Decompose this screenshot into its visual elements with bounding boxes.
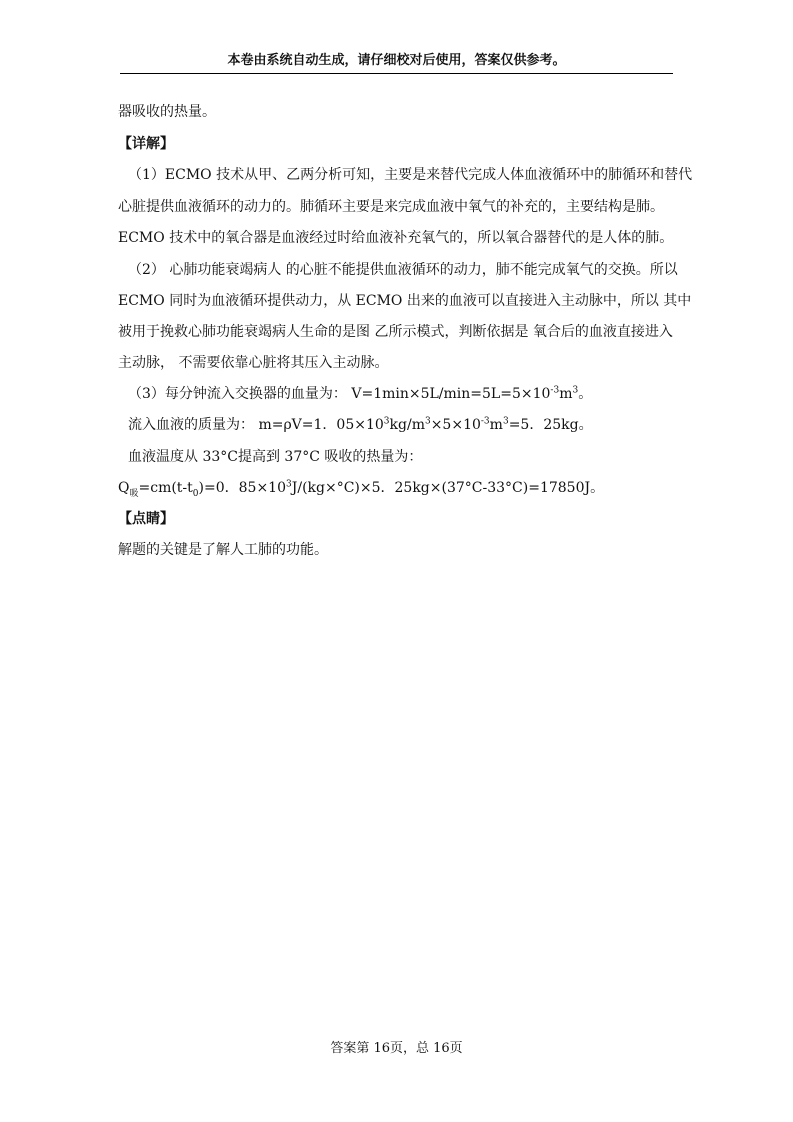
page-footer: 答案第 16页，总 16页 — [330, 1041, 463, 1056]
formula-line-mass — [128, 415, 593, 435]
exponent: -3 — [550, 385, 560, 396]
formula-text: Q — [118, 480, 130, 496]
exponent: 3 — [286, 479, 292, 490]
formula-text: ×5×10 — [430, 417, 481, 433]
text-line: （1）ECMO 技术从甲、乙两分析可知，主要是来替代完成人体血液循环中的肺循环和替代 — [128, 167, 693, 183]
text-line: 血液温度从 33°C提高到 37°C 吸收的热量为： — [128, 449, 423, 465]
page-header: 本卷由系统自动生成，请仔细校对后使用，答案仅供参考。 — [227, 53, 566, 68]
formula-text: m — [489, 417, 503, 433]
text-line: 心脏提供血液循环的动力的。肺循环主要是来完成血液中氧气的补充的，主要结构是肺。 — [118, 199, 664, 215]
formula-text: kg/m — [389, 417, 425, 433]
exponent: 3 — [572, 385, 579, 396]
formula-text: 流入血液的质量为： m=ρV=1．05×10 — [128, 417, 384, 433]
formula-text: )=0．85×10 — [198, 480, 286, 496]
header-rule — [120, 73, 673, 74]
text-line: 被用于挽救心肺功能衰竭病人生命的是图 乙所示模式，判断依据是 氧合后的血液直接进入 — [118, 324, 673, 340]
exponent: 3 — [424, 416, 431, 427]
comment-heading: 【点睛】 — [118, 511, 174, 527]
subscript: 0 — [192, 488, 199, 499]
formula-text: 。 — [578, 386, 593, 402]
text-line: ECMO 技术中的氧合器是血液经过时给血液补充氧气的，所以氧合器替代的是人体的肺。 — [118, 230, 674, 246]
formula-text: （3）每分钟流入交换器的血量为： V=1min×5L/min=5L=5×10 — [128, 386, 551, 402]
formula-text: J/(kg×°C)×5．25kg×(37°C-33°C)=17850J。 — [291, 480, 605, 496]
formula-text: m — [559, 386, 573, 402]
text-line: 解题的关键是了解人工肺的功能。 — [118, 542, 328, 558]
formula-line-heat — [118, 478, 604, 498]
text-line: ECMO 同时为血液循环提供动力，从 ECMO 出来的血液可以直接进入主动脉中，所以 其中 — [118, 293, 692, 309]
text-line: 主动脉， 不需要依靠心脏将其压入主动脉。 — [118, 355, 389, 371]
text-line: 器吸收的热量。 — [118, 104, 216, 120]
formula-text: =cm(t-t — [138, 480, 193, 496]
detail-heading: 【详解】 — [118, 136, 174, 152]
formula-text: =5．25kg。 — [508, 417, 593, 433]
formula-line-volume — [128, 384, 592, 404]
exponent: 3 — [383, 416, 390, 427]
exponent: 3 — [502, 416, 509, 427]
text-line: （2） 心肺功能衰竭病人 的心脏不能提供血液循环的动力，肺不能完成氧气的交换。所以 — [128, 262, 678, 278]
subscript: 吸 — [129, 488, 139, 499]
exponent: -3 — [480, 416, 490, 427]
